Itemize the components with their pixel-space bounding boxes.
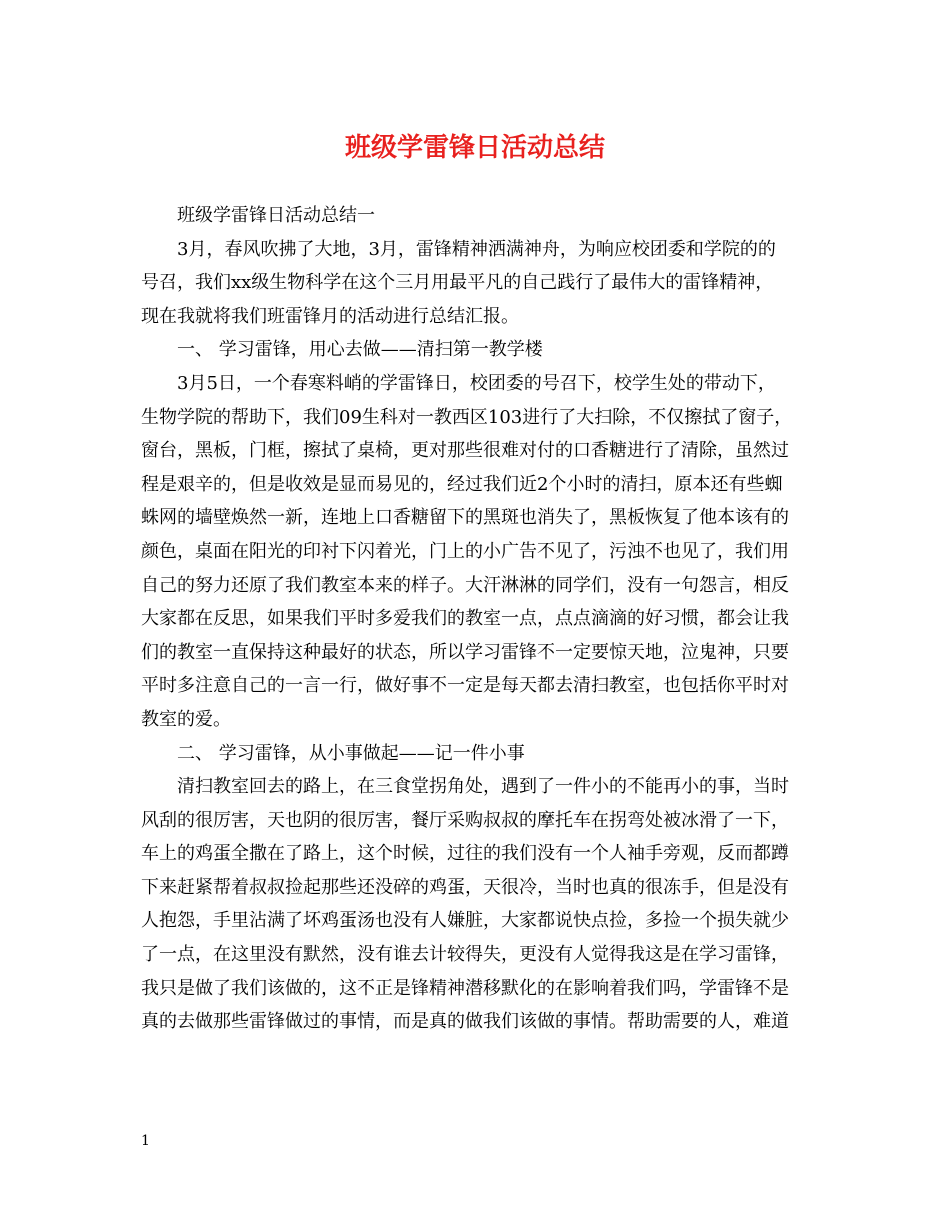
text-line: 二、 学习雷锋，从小事做起——记一件小事 (177, 742, 525, 764)
text-line: 我只是做了我们该做的，这不正是锋精神潜移默化的在影响着我们吗，学雷锋不是 (141, 977, 789, 999)
text-line: 3月，春风吹拂了大地，3月，雷锋精神洒满神舟，为响应校团委和学院的的 (177, 238, 776, 260)
text-line: 窗台，黑板，门框，擦拭了桌椅，更对那些很难对付的口香糖进行了清除，虽然过 (141, 440, 789, 462)
text-line: 清扫教室回去的路上，在三食堂拐角处，遇到了一件小的不能再小的事，当时 (177, 776, 789, 798)
text-line: 了一点，在这里没有默然，没有谁去计较得失，更没有人觉得我这是在学习雷锋， (141, 944, 789, 966)
page-number: 1 (141, 1133, 150, 1149)
text-line: 下来赶紧帮着叔叔捡起那些还没碎的鸡蛋，天很冷，当时也真的很冻手，但是没有 (141, 876, 789, 898)
document-body (141, 199, 813, 1039)
text-line: 一、 学习雷锋，用心去做——清扫第一教学楼 (177, 339, 543, 361)
text-line: 真的去做那些雷锋做过的事情，而是真的做我们该做的事情。帮助需要的人，难道 (141, 1011, 789, 1033)
text-line: 人抱怨，手里沾满了坏鸡蛋汤也没有人嫌脏，大家都说快点捡，多捡一个损失就少 (141, 910, 789, 932)
text-line: 风刮的很厉害，天也阴的很厉害，餐厅采购叔叔的摩托车在拐弯处被冰滑了一下， (141, 809, 789, 831)
text-line: 生物学院的帮助下，我们09生科对一教西区103进行了大扫除，不仅擦拭了窗子， (141, 406, 793, 428)
text-line: 大家都在反思，如果我们平时多爱我们的教室一点，点点滴滴的好习惯，都会让我 (141, 608, 789, 630)
text-line: 自己的努力还原了我们教室本来的样子。大汗淋淋的同学们，没有一句怨言，相反 (141, 574, 789, 596)
text-line: 班级学雷锋日活动总结一 (177, 205, 375, 226)
text-line: 程是艰辛的，但是收效是显而易见的，经过我们近2个小时的清扫，原本还有些蜘 (141, 473, 783, 495)
text-line: 蛛网的墙壁焕然一新，连地上口香糖留下的黑斑也消失了，黑板恢复了他本该有的 (141, 507, 789, 529)
page-title: 班级学雷锋日活动总结 (344, 133, 605, 163)
text-line: 3月5日，一个春寒料峭的学雷锋日，校团委的号召下，校学生处的带动下， (177, 372, 776, 394)
text-line: 教室的爱。 (141, 708, 231, 730)
text-line: 们的教室一直保持这种最好的状态，所以学习雷锋不一定要惊天地，泣鬼神，只要 (141, 641, 789, 663)
text-line: 颜色，桌面在阳光的印衬下闪着光，门上的小广告不见了，污浊不也见了，我们用 (141, 540, 789, 562)
text-line: 号召，我们xx级生物科学在这个三月用最平凡的自己践行了最伟大的雷锋精神， (141, 272, 774, 294)
text-line: 车上的鸡蛋全撒在了路上，这个时候，过往的我们没有一个人袖手旁观，反而都蹲 (141, 843, 789, 865)
text-line: 平时多注意自己的一言一行，做好事不一定是每天都去清扫教室，也包括你平时对 (141, 675, 789, 697)
text-line: 现在我就将我们班雷锋月的活动进行总结汇报。 (141, 305, 519, 327)
